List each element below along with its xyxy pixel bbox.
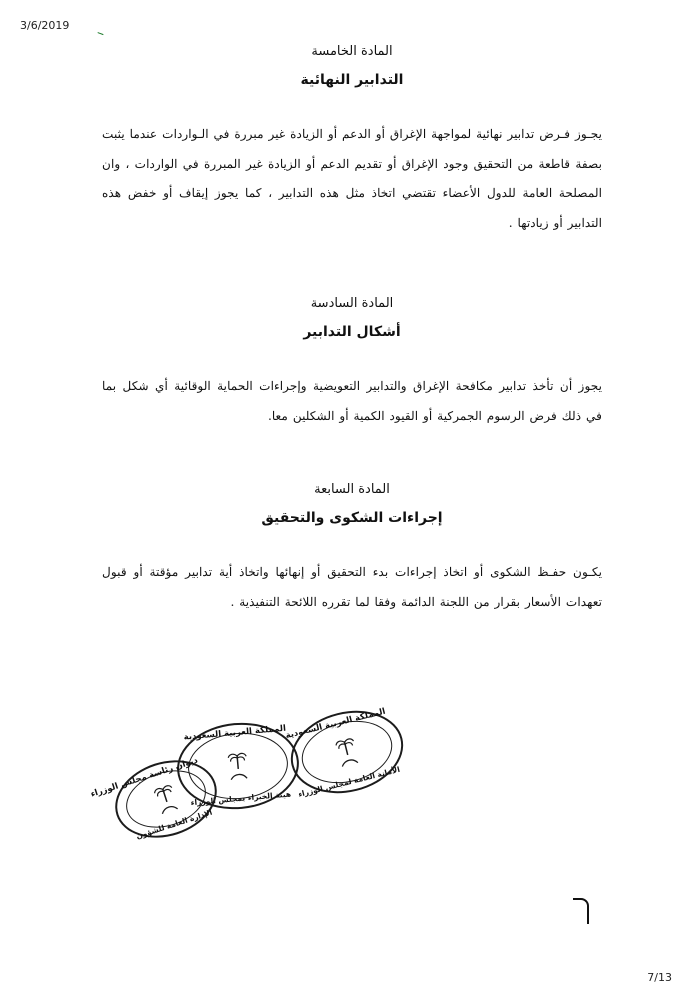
print-date: 3/6/2019 [20, 19, 70, 32]
palm-swords-emblem-icon [148, 779, 183, 819]
palm-swords-emblem-icon [330, 732, 363, 771]
article-paragraph: يجـوز فـرض تدابير نهائية لمواجهة الإغراق أو الدعم أو الزيادة غير مبررة في الـواردات عندما يثبت بصفة قاطعة من التحقيق وجود الإغراق أو تقديم الدعم أو الزيادة غير المبررة في الواردات ، وان المصلحة العامة للدول الأعضاء تقتضي اتخاذ مثل هذه التدابير ، كما يجوز إيقاف أو خفض هذه التدابير أو زيادتها . [102, 127, 602, 230]
official-seal-cabinet-secretariat: المملكة العربية السعودية الأمانة العامة لمجلس الوزراء [282, 699, 412, 804]
article-title: المادة السادسة [310, 296, 394, 311]
page-number: 7/13 [647, 971, 672, 984]
article-subtitle: أشكال التدابير [303, 324, 401, 340]
article-title: المادة السابعة [314, 482, 390, 497]
article-paragraph: يكـون حفـظ الشكوى أو اتخاذ إجراءات بدء التحقيق أو إنهائها واتخاذ أية تدابير مؤقتة أو قبول تعهدات الأسعار بقرار من اللجنة الدائمة وفقا لما تقرره اللائحة التنفيذية . [102, 565, 602, 609]
official-seal-experts-commission: المملكة العربية السعودية هيئة الخبراء بمجلس الوزراء [173, 718, 302, 814]
palm-swords-emblem-icon [224, 748, 253, 784]
article-subtitle: إجراءات الشكوى والتحقيق [261, 510, 443, 526]
check-mark-icon [96, 32, 103, 38]
article-5 [102, 44, 602, 238]
article-7 [102, 482, 602, 617]
handwritten-mark [573, 898, 589, 924]
official-seal-royal-court: ديوان رئاسة مجلس الوزراء الإدارة العامة للشؤون [105, 748, 227, 851]
article-subtitle: التدابير النهائية [300, 72, 404, 88]
article-6 [102, 296, 602, 431]
article-paragraph: يجوز أن تأخذ تدابير مكافحة الإغراق والتدابير التعويضية وإجراءات الحماية الوقائية أي شكل بما في ذلك فرض الرسوم الجمركية أو القيود الكمية أو الشكلين معا. [102, 379, 602, 423]
article-title: المادة الخامسة [311, 44, 393, 59]
